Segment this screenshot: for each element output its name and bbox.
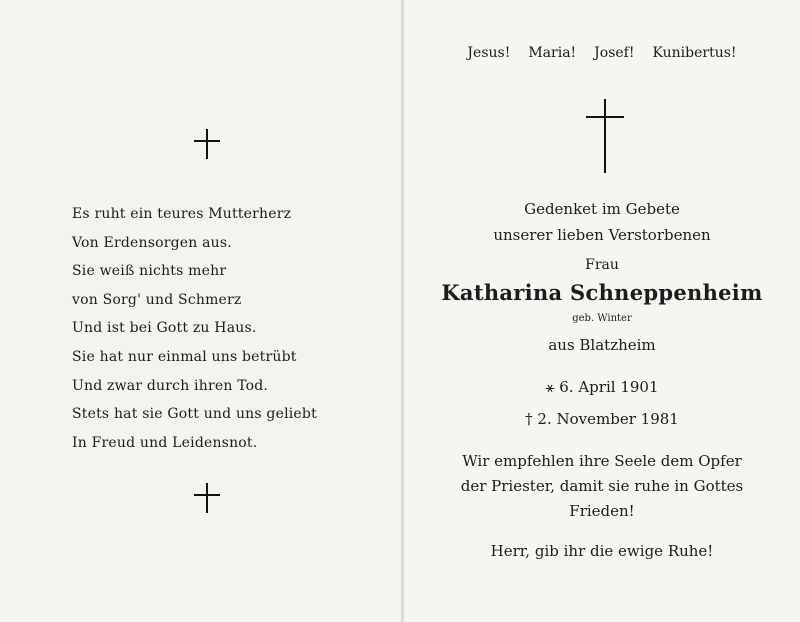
top-cross-icon <box>194 129 220 159</box>
maiden-name: geb. Winter <box>572 313 632 324</box>
invocation-jesus: Jesus! <box>467 45 511 61</box>
prayer-line-2: der Priester, damit sie ruhe in Gottes <box>460 477 744 495</box>
bottom-cross-icon <box>194 483 220 513</box>
birth-date: ⚹ 6. April 1901 <box>545 378 659 396</box>
invocations <box>404 45 800 61</box>
prayer-line-1: Wir empfehlen ihre Seele dem Opfer <box>462 452 742 470</box>
deceased-name: Katharina Schneppenheim <box>441 280 763 305</box>
title-frau: Frau <box>585 257 619 273</box>
poem <box>72 200 317 457</box>
prayer-line-3: Frieden! <box>569 502 635 520</box>
cross-icon <box>586 99 624 173</box>
invocation-kunibertus: Kunibertus! <box>652 45 737 61</box>
poem-line: von Sorg' und Schmerz <box>72 291 242 308</box>
poem-line: Es ruht ein teures Mutterherz <box>72 206 292 222</box>
poem-line: Und zwar durch ihren Tod. <box>72 377 269 394</box>
origin: aus Blatzheim <box>548 336 656 354</box>
poem-line: Sie weiß nichts mehr <box>72 263 227 280</box>
intro-line-2: unserer lieben Verstorbenen <box>493 226 711 244</box>
invocation-maria: Maria! <box>528 45 577 61</box>
closing-prayer: Herr, gib ihr die ewige Ruhe! <box>490 542 714 560</box>
poem-line: Sie hat nur einmal uns betrübt <box>72 348 297 365</box>
intro-line-1: Gedenket im Gebete <box>524 200 680 218</box>
invocation-josef: Josef! <box>594 45 635 61</box>
death-date: † 2. November 1981 <box>525 410 679 428</box>
poem-line: Stets hat sie Gott und uns geliebt <box>72 406 317 423</box>
poem-line: In Freud und Leidensnot. <box>72 434 258 451</box>
poem-line: Von Erdensorgen aus. <box>72 234 232 251</box>
right-panel <box>404 0 800 622</box>
poem-line: Und ist bei Gott zu Haus. <box>72 320 257 337</box>
